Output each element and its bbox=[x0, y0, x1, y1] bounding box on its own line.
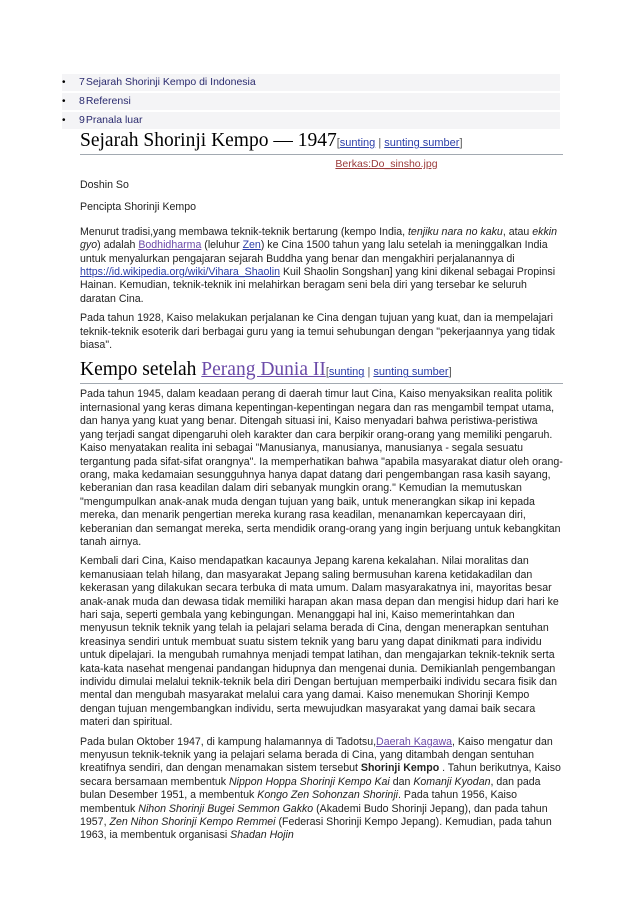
figure-link-container bbox=[80, 158, 563, 170]
text-span: ) adalah bbox=[97, 239, 139, 252]
toc-label[interactable]: Referensi bbox=[85, 95, 131, 107]
paragraph-tradisi bbox=[80, 226, 563, 306]
heading-text: Kempo setelah bbox=[80, 359, 202, 381]
text-span: , Kaiso mengatur dan menyusun teknik-teknik yang ia pelajari selama berada di Cina, yang ditambah dengan sentuhan kreatifnya sendiri, dan dengan menamakan sistem tersebut bbox=[80, 735, 553, 775]
text-span: . Tahun berikutnya, Kaiso secara bersamaan membentuk bbox=[80, 762, 561, 788]
bracket-close: ] bbox=[459, 137, 463, 149]
italic-term: Zen Nihon Shorinji Kempo Remmei bbox=[109, 816, 276, 829]
bullet-icon: • bbox=[62, 77, 66, 88]
link-zen[interactable]: Zen bbox=[242, 239, 261, 252]
article-content bbox=[80, 130, 563, 843]
edit-section-links bbox=[326, 366, 452, 378]
edit-separator: | bbox=[364, 366, 374, 379]
italic-term: Shadan Hojin bbox=[230, 829, 294, 842]
edit-separator: | bbox=[375, 137, 385, 149]
text-span: (Federasi Shorinji Kempo Jepang). Kemudian, pada tahun 1963, ia membentuk organisasi bbox=[80, 816, 552, 842]
figure-caption-role: Pencipta Shorinji Kempo bbox=[80, 201, 197, 214]
text-span: dan bbox=[389, 775, 414, 788]
toc-number: 8 bbox=[79, 95, 85, 107]
edit-link[interactable]: sunting bbox=[328, 366, 365, 379]
paragraph-kembali: Kembali dari Cina, Kaiso mendapatkan kacaunya Jepang karena kekalahan. Nilai moralitas dan kemanusiaan telah hilang, dan masyarakat Jepang saling bermusuhan karena ketidakadilan dan kekerasan yang dilakukan secara terbuka di mata umum. Dalam masyarakatnya ini, mayoritas besar anak-anak muda dan dewasa tidak memiliki harapan akan masa depan dan mengisi hidup dari hari ke hari saja, seperti gembala yang kebingungan. Menanggapi hal ini, Kaiso memerintahkan dan menyusun teknik teknik yang telah ia pelajari selama berada di Cina, dengan menerapkan sentuhan kreasinya sendiri untuk membuat suatu sistem teknik yang baru yang dapat dinikmati para individu untuk dipelajari. Ia mengubah rumahnya menjadi tempat latihan, dan mengajarkan teknik-teknik serta kata-kata nasehat mengenai pandangan hidupnya dan mengenai dunia. Demikianlah pengembangan individu dimulai melalui teknik-teknik bela diri Dengan bertujuan memperbaiki individu secara fisik dan mental dan mengubah masyarakat melalui cara yang damai. Kaiso menemukan Shorinji Kempo dengan tujuan mengembangkan individu, serta mewujudkan masyarakat yang damai baik secara materi dan spiritual. bbox=[80, 555, 559, 729]
text-span: , dan pada bulan Desember 1951, a membentuk bbox=[80, 775, 541, 802]
bold-term: Shorinji Kempo bbox=[360, 762, 440, 775]
text-span: (leluhur bbox=[201, 239, 243, 252]
text-span: , atau bbox=[502, 225, 533, 238]
bullet-icon: • bbox=[62, 115, 66, 126]
section-heading-sejarah bbox=[80, 130, 563, 155]
bullet-icon: • bbox=[62, 96, 66, 107]
toc-number: 7 bbox=[79, 76, 85, 88]
toc-label[interactable]: Pranala luar bbox=[85, 114, 143, 126]
text-span: (Akademi Budo Shorinji Jepang), dan pada tahun 1957, bbox=[80, 802, 548, 829]
edit-source-link[interactable]: sunting sumber bbox=[384, 137, 460, 149]
figure-caption-name: Doshin So bbox=[80, 179, 129, 191]
figure-file-link[interactable]: Berkas:Do_sinsho.jpg bbox=[335, 158, 438, 170]
edit-source-link[interactable]: sunting sumber bbox=[373, 366, 449, 379]
toc-label[interactable]: Sejarah Shorinji Kempo di Indonesia bbox=[85, 76, 256, 88]
heading-text: Sejarah Shorinji Kempo — 1947 bbox=[80, 130, 337, 151]
text-span: ) ke Cina 1500 tahun yang lalu setelah ia meninggalkan India untuk menyalurkan pengajaran sejarah Buddha yang benar dan mengakhiri perjalanannya di bbox=[80, 239, 548, 265]
italic-term: Nihon Shorinji Bugei Semmon Gakko bbox=[138, 802, 314, 815]
paragraph-oktober-1947 bbox=[80, 736, 563, 843]
paragraph-1945: Pada tahun 1945, dalam keadaan perang di daerah timur laut Cina, Kaiso menyaksikan realita politik internasional yang keras dimana kepentingan-kepentingan negara dan ras mengambil tempat utama, dan hanya yang kuat yang benar. Ditengah situasi ini, Kaiso menyadari bahwa peristiwa-peristiwa yang terjadi sangat dipengaruhi oleh karakter dan cara berpikir orang-orang yang memiliki pengaruh. Kaiso menyatakan realita ini sebagai "Manusianya, manusianya, manusianya - segala sesuatu tergantung pada sifat-sifat orangnya". Ia memperhatikan bahwa "apabila masyarakat diatur oleh orang-orang, maka kedamaian sesungguhnya hanya dapat datang dari pengembangan rasa kasih sayang, keberanian dan rasa keadilan dalam diri sebanyak mungkin orang." Kemudian Ia memutuskan "mengumpulkan anak-anak muda dengan tujuan yang baik, untuk menerangkan sikap ini kepada mereka, dan menarik pengertian mereka kurang rasa keadilan, menanamkan kepercayaan diri, keberanian dan semangat mereka, serta mendidik orang-orang yang ingin berjuang untuk kebangkitan tanah airnya. bbox=[80, 388, 563, 548]
link-vihara-shaolin[interactable]: https://id.wikipedia.org/wiki/Vihara_Shaolin bbox=[80, 266, 281, 279]
bracket-open: [ bbox=[336, 137, 340, 149]
italic-term: Komanji Kyodan bbox=[413, 775, 491, 788]
edit-link[interactable]: sunting bbox=[339, 137, 376, 149]
italic-term: tenjiku nara no kaku bbox=[407, 225, 503, 238]
paragraph-1928: Pada tahun 1928, Kaiso melakukan perjalanan ke Cina dengan tujuan yang kuat, dan ia mempelajari teknik-teknik esoterik dari berbagai guru yang ia temui sehubungan dengan "pekerjaannya yang tidak biasa". bbox=[80, 312, 555, 352]
text-span: . Pada tahun 1956, Kaiso membentuk bbox=[80, 789, 518, 815]
bracket-open: [ bbox=[325, 366, 329, 379]
toc-item-pranala-luar[interactable] bbox=[62, 112, 560, 129]
table-of-contents bbox=[62, 74, 560, 131]
link-bodhidharma[interactable]: Bodhidharma bbox=[138, 239, 202, 252]
italic-term: ekkin gyo bbox=[80, 225, 557, 252]
text-span: Menurut tradisi,yang membawa teknik-teknik bertarung (kempo India, bbox=[80, 225, 408, 238]
text-span: Kuil Shaolin Songshan] yang kini dikenal sebagai Propinsi Hainan. Kemudian, teknik-teknik ini melahirkan beragam seni bela diri yang tersebar ke seluruh daratan Cina. bbox=[80, 266, 556, 305]
link-perang-dunia-ii[interactable]: Perang Dunia II bbox=[201, 359, 326, 381]
edit-section-links bbox=[337, 137, 463, 149]
italic-term: Kongo Zen Sohonzan Shorinji bbox=[257, 789, 399, 802]
link-daerah-kagawa[interactable]: Daerah Kagawa bbox=[376, 735, 453, 748]
italic-term: Nippon Hoppa Shorinji Kempo Kai bbox=[228, 775, 390, 788]
toc-item-sejarah-indonesia[interactable] bbox=[62, 74, 560, 91]
section-heading-kempo-setelah bbox=[80, 359, 563, 384]
toc-item-referensi[interactable] bbox=[62, 93, 560, 110]
text-span: Pada bulan Oktober 1947, di kampung halamannya di Tadotsu, bbox=[80, 735, 377, 748]
bracket-close: ] bbox=[448, 366, 452, 379]
toc-number: 9 bbox=[79, 114, 85, 126]
